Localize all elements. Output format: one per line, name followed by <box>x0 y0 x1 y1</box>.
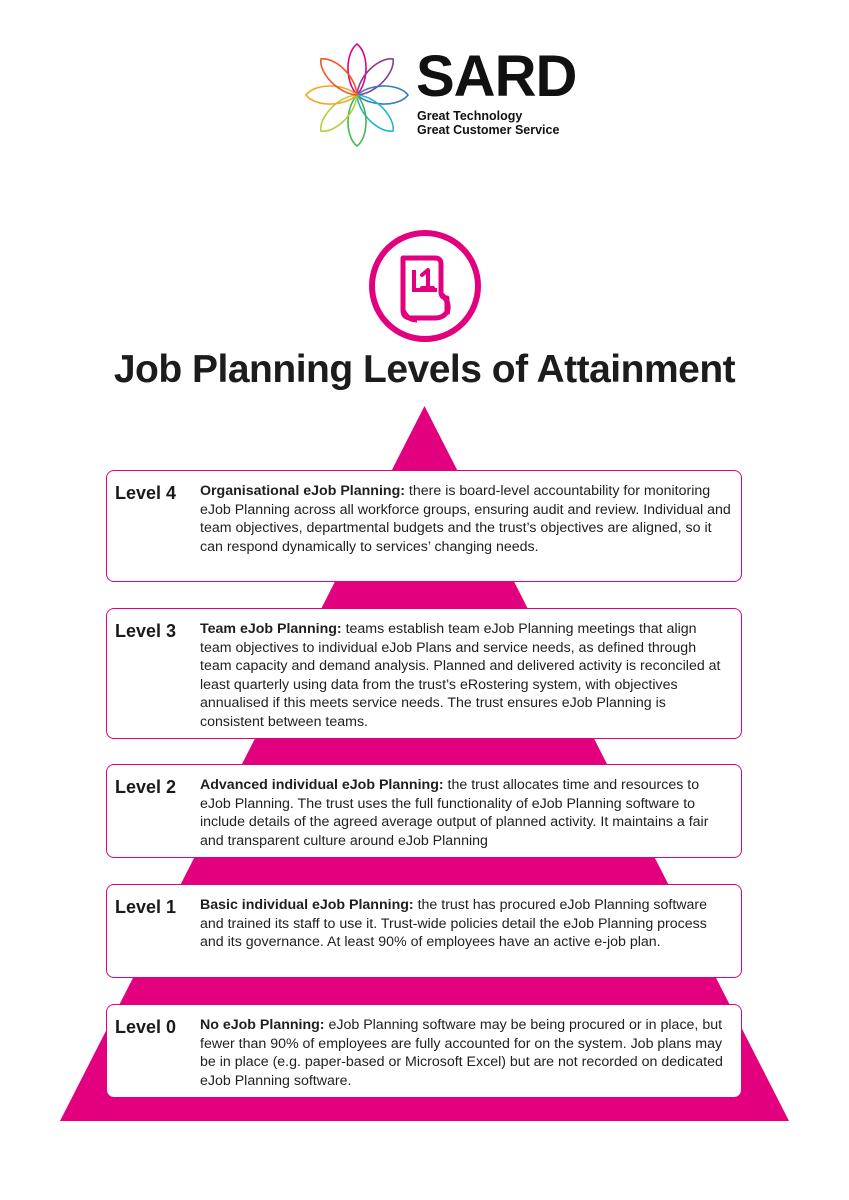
level-4-card <box>106 470 742 582</box>
level-label: Level 2 <box>115 777 177 797</box>
level-heading: Organisational eJob Planning: <box>200 483 405 499</box>
level-label: Level 3 <box>115 621 177 641</box>
level-description <box>200 896 731 952</box>
brand-tagline-service: Great Customer Service <box>417 123 560 137</box>
level-body: the trust allocates time and resources to eJob Planning. The trust uses the full functionality of eJob Planning software to include details of the agreed average output of planned activity. It maintains a fair and transparent culture around eJob Planning <box>200 777 709 849</box>
level-heading: Team eJob Planning: <box>200 621 342 637</box>
level-label: Level 0 <box>115 1017 177 1037</box>
level-body: teams establish team eJob Planning meetings that align team objectives to individual eJob Plans and service needs, as defined through team capacity and demand analysis. Planned and delivered activity is reconciled at least quarterly using data from the trust’s eRostering system, with objectives annualised if this meets service needs. The trust ensures eJob Planning is consistent between teams. <box>200 621 721 730</box>
level-label: Level 1 <box>115 897 177 917</box>
level-heading: No eJob Planning: <box>200 1017 325 1033</box>
level-description <box>200 620 731 731</box>
page-title: Job Planning Levels of Attainment <box>113 348 736 391</box>
brand-name: SARD <box>416 44 577 109</box>
level-3-card <box>106 608 742 739</box>
level-heading: Advanced individual eJob Planning: <box>200 777 444 793</box>
level-body: there is board-level accountability for monitoring eJob Planning across all workforce groups, ensuring audit and review. Individual and team objectives, departmental budgets and the trust’s objectives are aligned, so it can respond dynamically to services’ changing needs. <box>200 483 731 555</box>
level-description <box>200 482 731 556</box>
level-label: Level 4 <box>115 483 177 503</box>
level-2-card <box>106 764 742 858</box>
level-body: the trust has procured eJob Planning software and trained its staff to use it. Trust-wide policies detail the eJob Planning process and its governance. At least 90% of employees have an active e-job plan. <box>200 897 708 950</box>
level-heading: Basic individual eJob Planning: <box>200 897 414 913</box>
brand-tagline-technology: Great Technology <box>417 109 523 123</box>
level-1-card <box>106 884 742 978</box>
level-body: eJob Planning software may be being procured or in place, but fewer than 90% of employees are fully accounted for on the system. Job plans may be in place (e.g. paper-based or Microsoft Excel) but are not recorded on dedicated eJob Planning software. <box>200 1017 723 1089</box>
level-description <box>200 776 731 850</box>
level-description <box>200 1016 731 1090</box>
level-0-card <box>106 1004 742 1098</box>
